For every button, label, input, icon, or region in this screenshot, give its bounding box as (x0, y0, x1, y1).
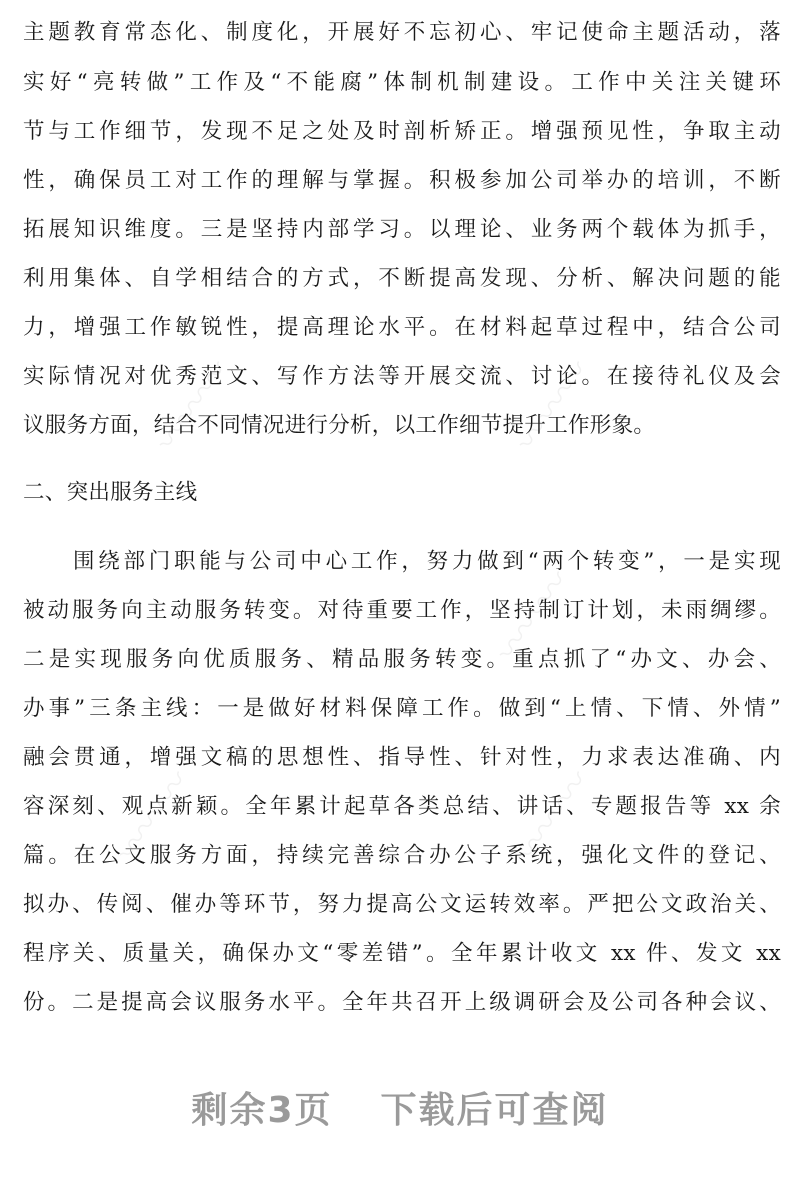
watermark: 〰〰〰 (508, 353, 600, 460)
paragraph-line: 实际情况对优秀范文、写作方法等开展交流、讨论。在接待礼仪及会 (23, 364, 781, 389)
paragraph-line: 二是实现服务向优质服务、精品服务转变。重点抓了“办文、办会、 (23, 647, 781, 672)
paragraph-line: 主题教育常态化、制度化，开展好不忘初心、牢记使命主题活动，落 (23, 20, 781, 45)
paragraph-line: 办事”三条主线：一是做好材料保障工作。做到“上情、下情、外情” (23, 696, 781, 721)
download-hint-label: 下载后可查阅 (380, 1090, 609, 1131)
paragraph-line: 议服务方面，结合不同情况进行分析，以工作细节提升工作形象。 (23, 413, 656, 438)
paragraph-line: 程序关、质量关，确保办文“零差错”。全年累计收文 xx 件、发文 xx (23, 941, 781, 966)
paragraph-line: 力，增强工作敏锐性，提高理论水平。在材料起草过程中，结合公司 (23, 315, 781, 340)
paragraph-line: 被动服务向主动服务转变。对待重要工作，坚持制订计划，未雨绸缪。 (23, 598, 781, 623)
remaining-pages-label: 剩余3页 (191, 1090, 333, 1131)
paragraph-line: 性，确保员工对工作的理解与掌握。积极参加公司举办的培训，不断 (23, 168, 781, 193)
preview-limit-banner (0, 1082, 800, 1133)
paragraph-line: 围绕部门职能与公司中心工作，努力做到“两个转变”，一是实现 (73, 549, 781, 574)
paragraph-line: 融会贯通，增强文稿的思想性、指导性、针对性，力求表达准确、内 (23, 745, 781, 770)
paragraph-line: 拓展知识维度。三是坚持内部学习。以理论、业务两个载体为抓手， (23, 217, 781, 242)
watermark: 〰〰〰 (508, 763, 600, 870)
paragraph-line: 篇。在公文服务方面，持续完善综合办公子系统，强化文件的登记、 (23, 843, 781, 868)
watermark: 〰〰〰 (488, 563, 580, 670)
paragraph-line: 拟办、传阅、催办等环节，努力提高公文运转效率。严把公文政治关、 (23, 892, 781, 917)
paragraph-line: 利用集体、自学相结合的方式，不断提高发现、分析、解决问题的能 (23, 266, 781, 291)
watermark: 〰〰〰 (148, 353, 240, 460)
paragraph-line: 份。二是提高会议服务水平。全年共召开上级调研会及公司各种会议、 (23, 990, 781, 1015)
paragraph-line: 实好“亮转做”工作及“不能腐”体制机制建设。工作中关注关键环 (23, 70, 781, 95)
section-heading: 二、突出服务主线 (23, 480, 198, 505)
paragraph-line: 容深刻、观点新颖。全年累计起草各类总结、讲话、专题报告等 xx 余 (23, 794, 781, 819)
watermark: 〰〰〰 (108, 763, 200, 870)
paragraph-line: 节与工作细节，发现不足之处及时剖析矫正。增强预见性，争取主动 (23, 119, 781, 144)
